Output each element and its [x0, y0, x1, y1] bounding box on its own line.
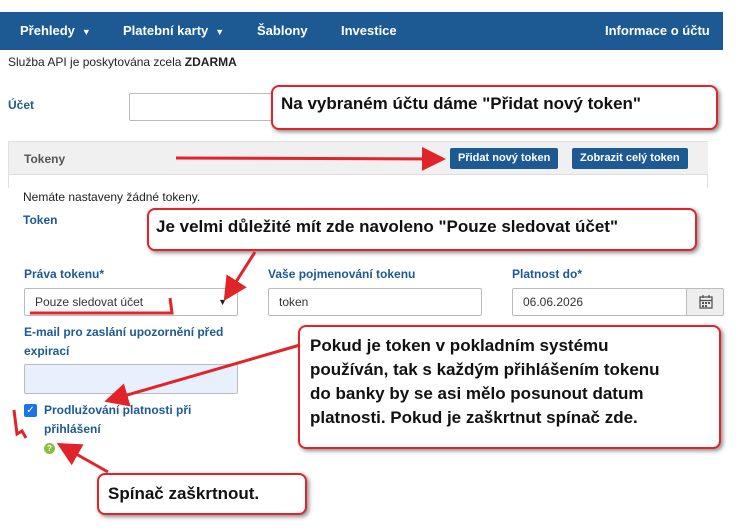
extend-validity-checkbox[interactable]: ✓	[24, 404, 37, 417]
nav-sablony[interactable]: Šablony	[257, 23, 308, 38]
account-select[interactable]	[129, 93, 279, 121]
calendar-icon	[687, 289, 725, 317]
token-rights-label: Práva tokenu*	[24, 267, 105, 281]
api-free-note	[8, 55, 237, 69]
token-name-label: Vaše pojmenování tokenu	[268, 267, 416, 281]
nav-platebni-karty[interactable]	[123, 12, 224, 50]
callout-extend-validity	[298, 325, 721, 449]
callout-extend-line: do banky by se asi mělo posunout datum	[310, 384, 644, 403]
callout-extend-line: Pokud je token v pokladním systému	[310, 336, 609, 355]
no-tokens-message: Nemáte nastaveny žádné tokeny.	[23, 190, 201, 204]
token-rights-value: Pouze sledovat účet	[35, 295, 144, 309]
extend-validity-label: Prodlužování platnosti při přihlášení	[44, 403, 192, 436]
tokens-panel-header	[9, 142, 708, 175]
api-note-emphasis: ZDARMA	[184, 55, 237, 69]
nav-investice[interactable]: Investice	[341, 23, 397, 38]
callout-check-switch: Spínač zaškrtnout.	[97, 473, 307, 515]
validity-date-input[interactable]: 06.06.2026	[512, 288, 687, 316]
nav-prehledy[interactable]	[20, 12, 91, 50]
nav-informace-o-uctu[interactable]: Informace o účtu	[605, 23, 710, 38]
validity-label: Platnost do*	[512, 267, 583, 281]
tokens-panel	[8, 141, 708, 188]
callout-rights: Je velmi důležité mít zde navoleno "Pouze sledovat účet"	[147, 208, 697, 251]
token-rights-select[interactable]	[24, 288, 238, 316]
nav-prehledy-label: Přehledy	[20, 23, 75, 38]
top-navigation	[0, 12, 723, 50]
chevron-down-icon: ▼	[81, 26, 91, 37]
token-name-input[interactable]: token	[268, 288, 482, 316]
account-label: Účet	[8, 98, 35, 112]
show-full-token-button[interactable]: Zobrazit celý token	[572, 148, 688, 169]
help-icon[interactable]: ?	[44, 443, 55, 454]
nav-platebni-karty-label: Platební karty	[123, 23, 209, 38]
callout-add-token: Na vybraném účtu dáme "Přidat nový token"	[271, 85, 718, 130]
calendar-button[interactable]	[686, 288, 724, 316]
callout-extend-line: používán, tak s každým přihlášením tokenu	[310, 360, 660, 379]
chevron-down-icon: ▼	[215, 26, 225, 37]
callout-extend-line: platnosti. Pokud je zaškrtnut spínač zde.	[310, 408, 638, 427]
tokens-title: Tokeny	[24, 152, 66, 166]
arrow-to-help-icon	[62, 446, 108, 472]
token-section-heading: Token	[23, 213, 58, 227]
api-note-text: Služba API je poskytována zcela	[8, 55, 185, 69]
expiry-email-input[interactable]	[24, 364, 238, 394]
add-token-button[interactable]: Přidat nový token	[450, 148, 558, 169]
expiry-email-label: E-mail pro zaslání upozornění před expirací	[24, 325, 224, 358]
chevron-down-icon: ▼	[218, 297, 227, 307]
